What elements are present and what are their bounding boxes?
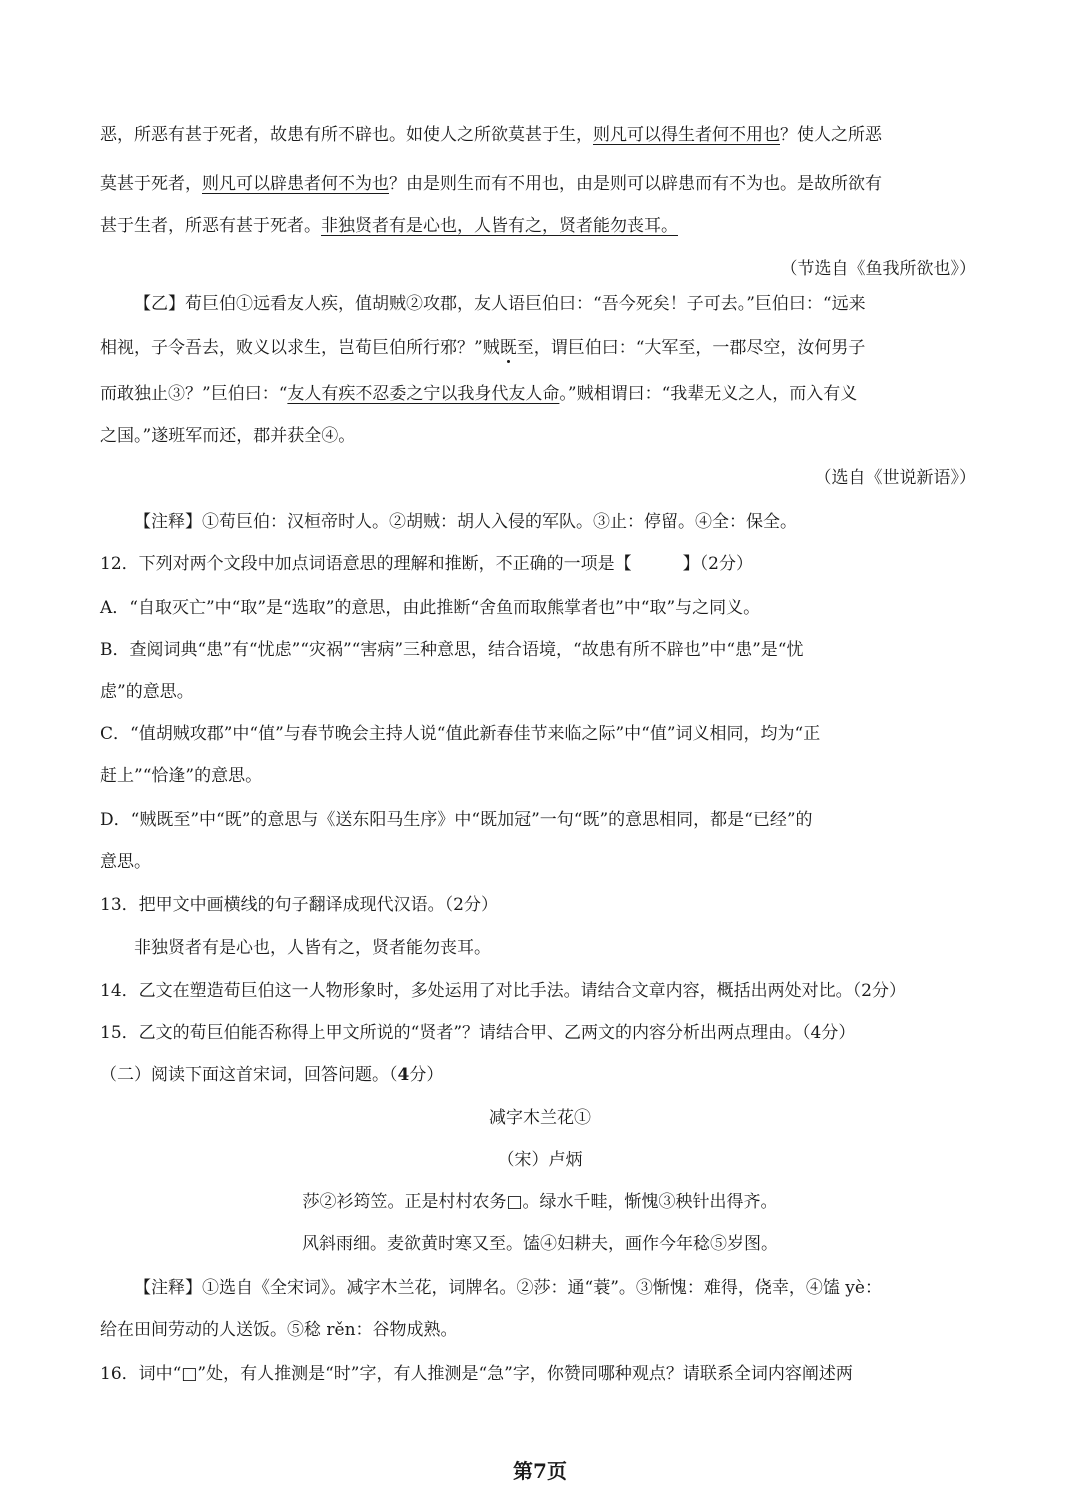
- underlined-sentence-1: 则凡可以得生者何不用也: [593, 125, 780, 145]
- annotation-poem-cont: 给在田间劳动的人送饭。⑤稔 rěn：谷物成熟。: [100, 1320, 458, 1340]
- poem-line-2: 风斜雨细。麦欲黄时寒又至。馌④妇耕夫，画作今年稔⑤岁图。: [302, 1234, 778, 1254]
- question-12: 12．下列对两个文段中加点词语意思的理解和推断，不正确的一项是【 】（2分）: [100, 554, 753, 574]
- question-14: 14．乙文在塑造荀巨伯这一人物形象时，多处运用了对比手法。请结合文章内容，概括出两处对比。（2分）: [100, 981, 906, 1001]
- underlined-sentence-3: 非独贤者有是心也，人皆有之，贤者能勿丧耳。: [321, 216, 678, 236]
- annotation-poem: 【注释】①选自《全宋词》。减字木兰花，词牌名。②莎：通“蓑”。③惭愧：难得，侥幸，④馌 yè：: [134, 1278, 882, 1298]
- question-13-sentence: 非独贤者有是心也，人皆有之，贤者能勿丧耳。: [134, 938, 491, 958]
- question-12-option-b-cont: 虑”的意思。: [100, 682, 194, 702]
- passage-yi-line-2: 相视，子令吾去，败义以求生，岂荀巨伯所行邪？”贼既至，谓巨伯曰：“大军至，一郡尽空，汝何男子: [100, 338, 866, 358]
- question-16: 16．词中“□”处，有人推测是“时”字，有人推测是“急”字，你赞同哪种观点？请联系全词内容阐述两: [100, 1364, 853, 1384]
- source-citation-yi: （选自《世说新语》）: [814, 468, 976, 488]
- passage-jia-line-2: 莫甚于死者，则凡可以辟患者何不为也？由是则生而有不用也，由是则可以辟患而有不为也。是故所欲有: [100, 174, 882, 194]
- question-12-option-c-cont: 赶上”“恰逢”的意思。: [100, 766, 263, 786]
- dotted-word: 既: [499, 338, 517, 358]
- poem-author: （宋）卢炳: [497, 1150, 583, 1170]
- passage-jia-line-1: 恶，所恶有甚于死者，故患有所不辟也。如使人之所欲莫甚于生，则凡可以得生者何不用也？使人之所恶: [100, 125, 882, 145]
- poem-title: 减字木兰花①: [489, 1108, 591, 1128]
- question-12-option-d-cont: 意思。: [100, 852, 151, 872]
- poem-line-1: 莎②衫筠笠。正是村村农务□。绿水千畦，惭愧③秧针出得齐。: [302, 1192, 778, 1212]
- question-12-option-a: A．“自取灭亡”中“取”是“选取”的意思，由此推断“舍鱼而取熊掌者也”中“取”与之同义。: [100, 598, 761, 618]
- question-12-option-d: D．“贼既至”中“既”的意思与《送东阳马生序》中“既加冠”一句“既”的意思相同，都是“已经”的: [100, 810, 813, 830]
- underlined-sentence-4: 友人有疾不忍委之宁以我身代友人命: [287, 384, 560, 404]
- question-12-option-c: C．“值胡贼攻郡”中“值”与春节晚会主持人说“值此新春佳节来临之际”中“值”词义相同，均为“正: [100, 724, 821, 744]
- underlined-sentence-2: 则凡可以辟患者何不为也: [202, 174, 389, 194]
- page-number: 第7页: [513, 1459, 567, 1483]
- source-citation-jia: （节选自《鱼我所欲也》）: [780, 259, 976, 279]
- passage-yi-line-4: 之国。”遂班军而还，郡并获全④。: [100, 426, 356, 446]
- annotation-yi: 【注释】①荀巨伯：汉桓帝时人。②胡贼：胡人入侵的军队。③止：停留。④全：保全。: [134, 512, 797, 532]
- passage-yi-line-3: 而敢独止③？”巨伯曰：“友人有疾不忍委之宁以我身代友人命。”贼相谓曰：“我辈无义之人，而入有义: [100, 384, 858, 404]
- passage-yi-line-1: 【乙】荀巨伯①远看友人疾，值胡贼②攻郡，友人语巨伯曰：“吾今死矣！子可去。”巨伯曰：“远来: [134, 294, 866, 314]
- question-15: 15．乙文的荀巨伯能否称得上甲文所说的“贤者”？请结合甲、乙两文的内容分析出两点理由。（4分）: [100, 1023, 856, 1043]
- passage-jia-line-3: 甚于生者，所恶有甚于死者。非独贤者有是心也，人皆有之，贤者能勿丧耳。: [100, 216, 678, 236]
- section-2-heading: （二）阅读下面这首宋词，回答问题。（4分）: [100, 1065, 444, 1085]
- question-13: 13．把甲文中画横线的句子翻译成现代汉语。（2分）: [100, 895, 498, 915]
- question-12-option-b: B．查阅词典“患”有“忧虑”“灾祸”“害病”三种意思，结合语境，“故患有所不辟也”中“患”是“忧: [100, 640, 804, 660]
